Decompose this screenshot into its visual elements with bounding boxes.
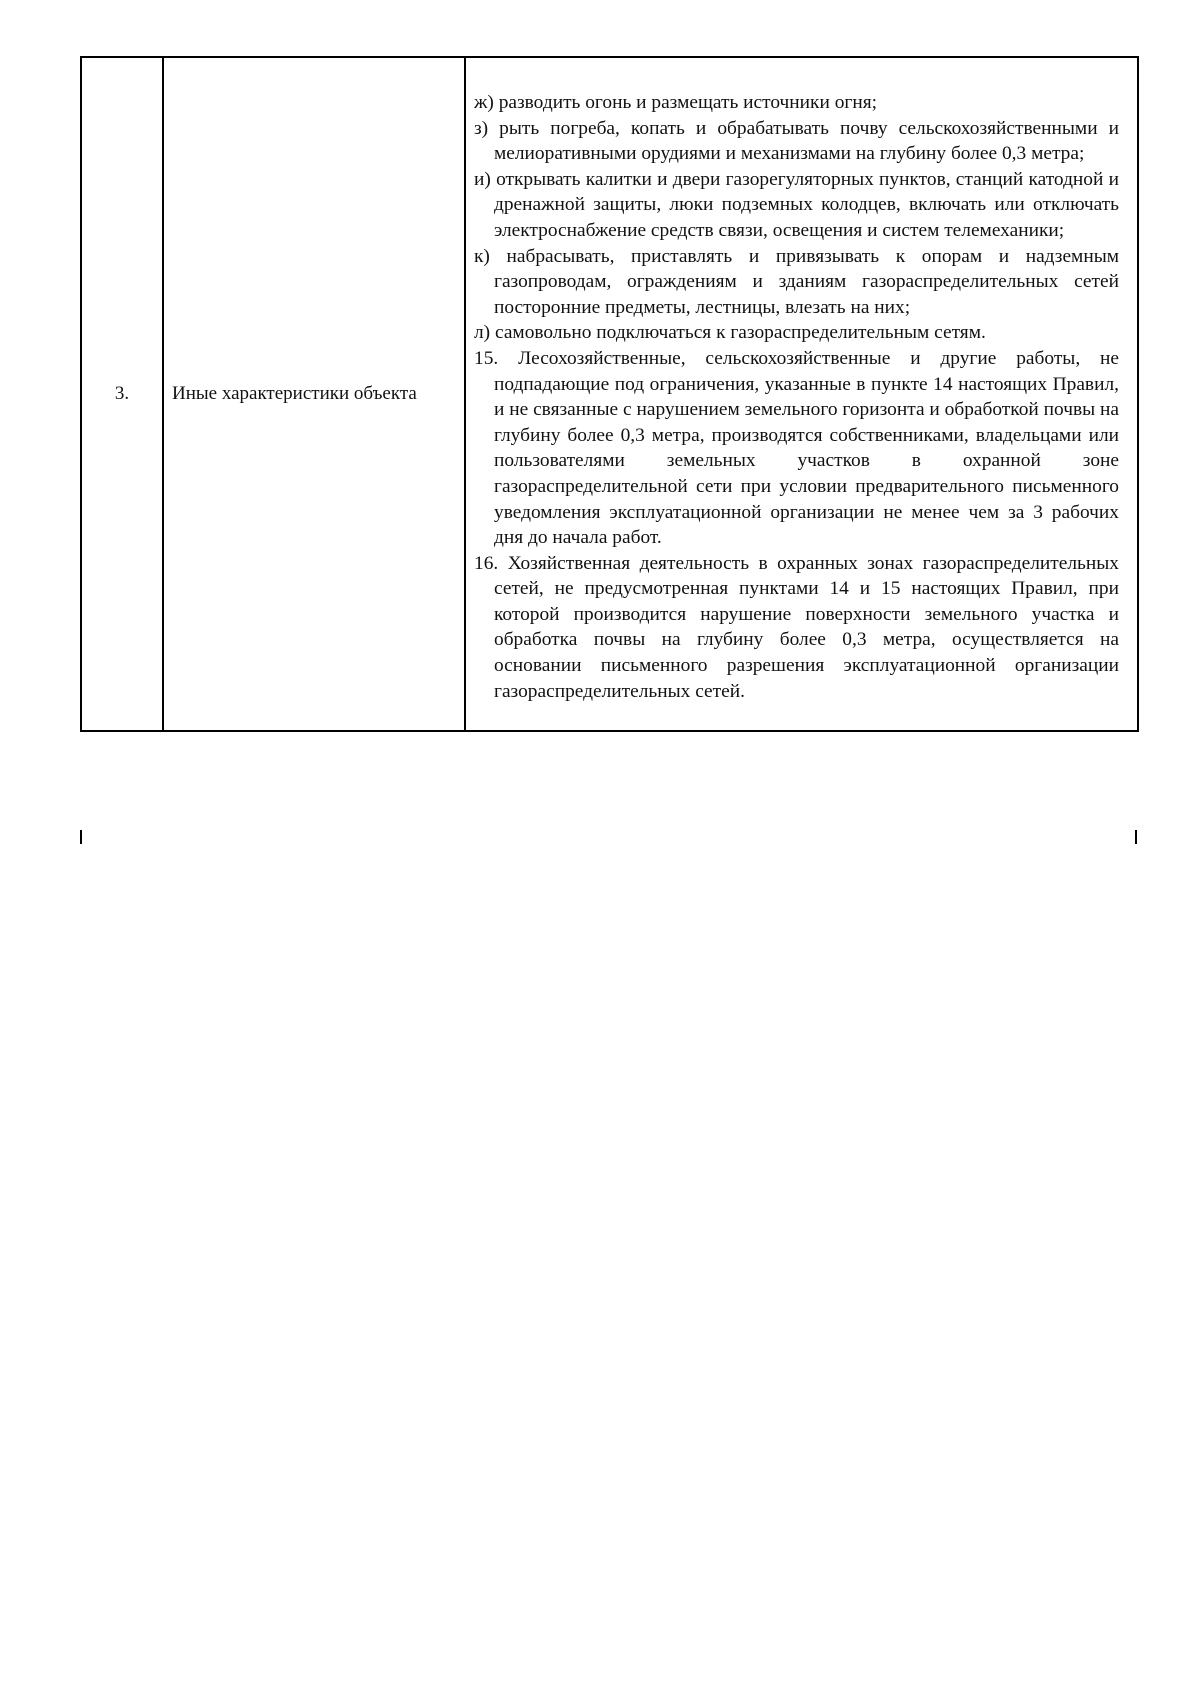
row-name: Иные характеристики объекта: [163, 57, 465, 731]
paragraph-zh: ж) разводить огонь и размещать источники огня;: [474, 92, 878, 113]
paragraph-i: и) открывать калитки и двери газорегуляторных пунктов, станций катодной и дренажной защиты, люки подземных колодцев, включать или отключать электроснабжение средств связи, освещения и систем телемеханики;: [474, 168, 1119, 241]
table-row: [81, 57, 1138, 731]
paragraph-15: 15. Лесохозяйственные, сельскохозяйственные и другие работы, не подпадающие под ограничения, указанные в пункте 14 настоящих Правил, и не связанные с нарушением земельного горизонта и обработкой почвы на глубину более 0,3 метра, производятся собственниками, владельцами или пользователями земельных участков в охранной зоне газораспределительной сети при условии предварительного письменного уведомления эксплуатационной организации не менее чем за 3 рабочих дня до начала работ.: [474, 347, 1119, 549]
paragraph-k: к) набрасывать, приставлять и привязывать к опорам и надземным газопроводам, ограждениям и зданиям газораспределительных сетей посторонние предметы, лестницы, влезать на них;: [474, 245, 1119, 318]
table-edge-mark-left: [80, 830, 82, 844]
paragraph-l: л) самовольно подключаться к газораспределительным сетям.: [474, 322, 986, 344]
table-edge-mark-right: [1135, 830, 1137, 844]
characteristics-table: [80, 56, 1139, 732]
row-number: 3.: [81, 57, 163, 731]
paragraph-z: з) рыть погреба, копать и обрабатывать почву сельскохозяйственными и мелиоративными орудиями и механизмами на глубину более 0,3 метра;: [474, 117, 1119, 165]
row-description: [465, 57, 1138, 731]
paragraph-16: 16. Хозяйственная деятельность в охранных зонах газораспределительных сетей, не предусмотренная пунктами 14 и 15 настоящих Правил, при которой производится нарушение поверхности земельного участка и обработка почвы на глубину более 0,3 метра, осуществляется на основании письменного разрешения эксплуатационной организации газораспределительных сетей.: [474, 552, 1119, 702]
